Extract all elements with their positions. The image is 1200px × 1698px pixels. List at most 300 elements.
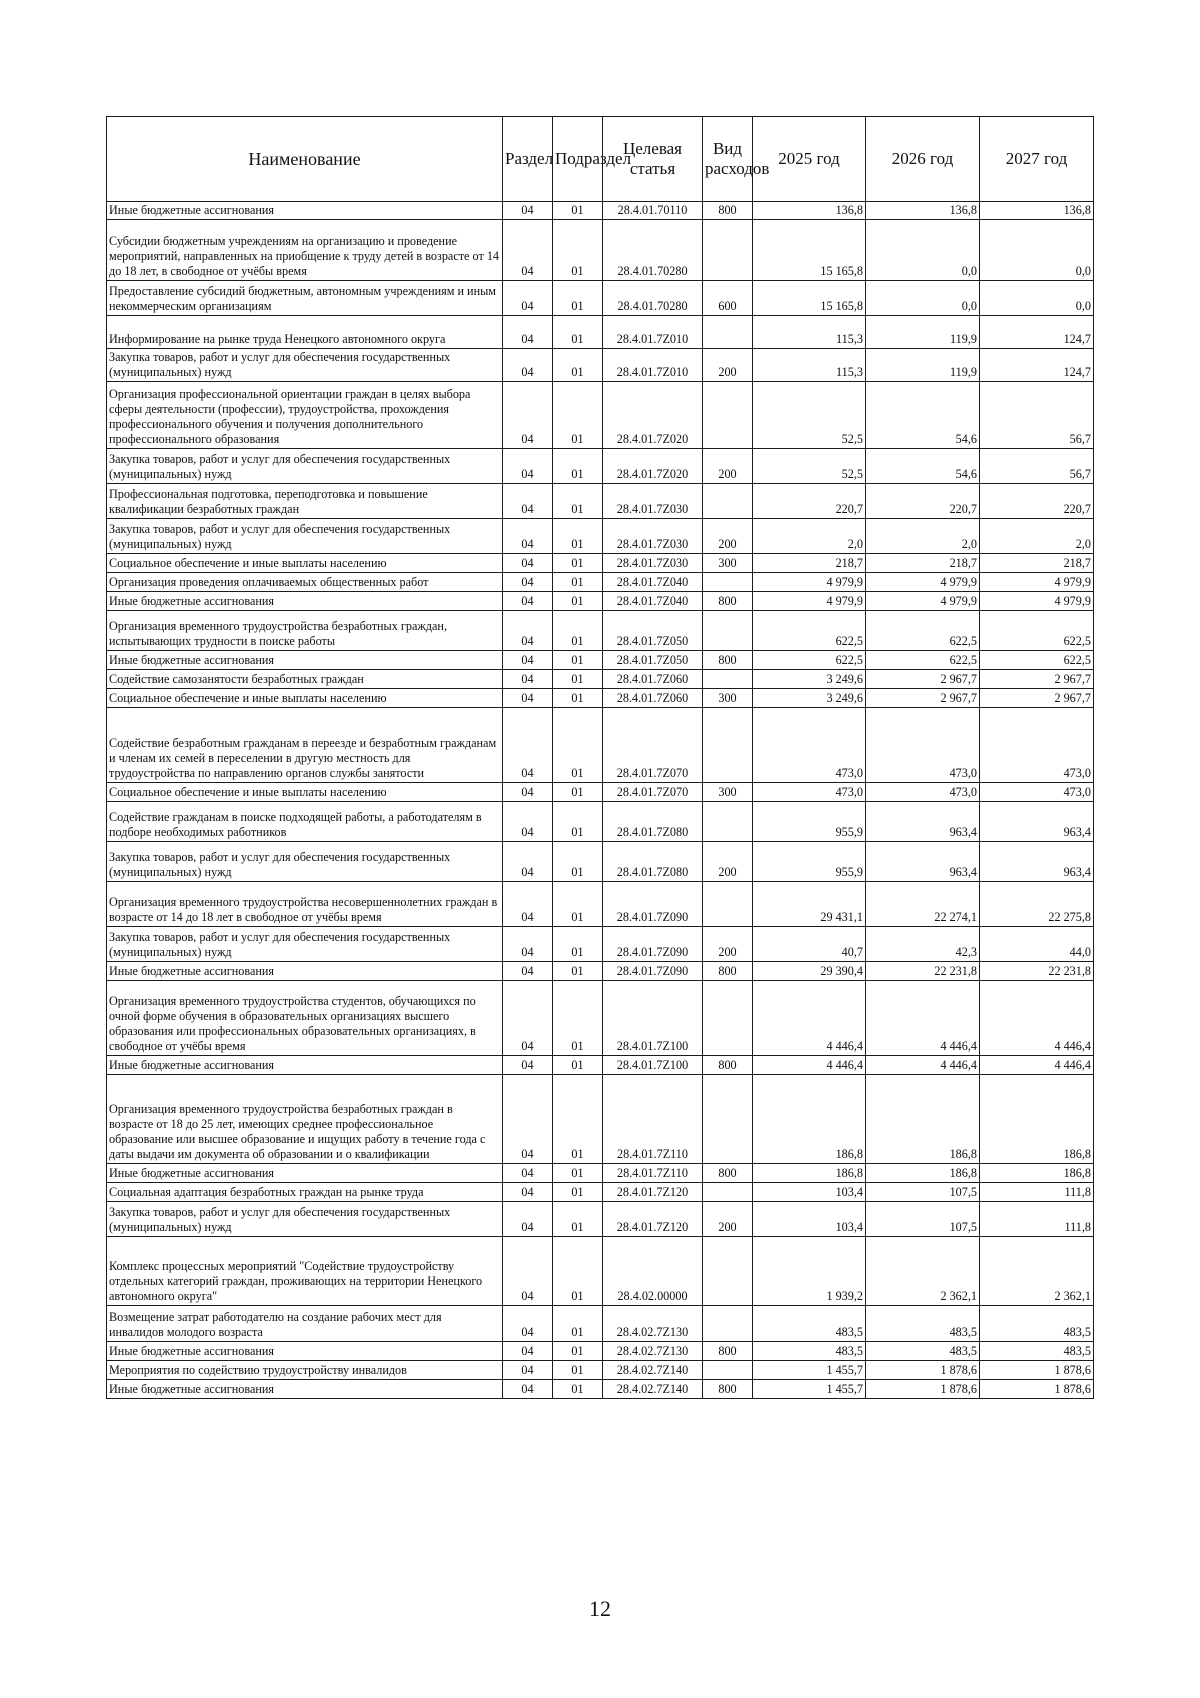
row-name: Социальное обеспечение и иные выплаты населению — [107, 554, 503, 573]
table-row — [107, 670, 1094, 689]
row-name: Социальная адаптация безработных граждан на рынке труда — [107, 1183, 503, 1202]
row-vid-rashodov — [703, 981, 753, 1056]
row-razdel: 04 — [503, 802, 553, 842]
row-name: Организация профессиональной ориентации граждан в целях выбора сферы деятельности (профессии), трудоустройства, прохождения профессионального обучения и получения дополнительного профессионального образования — [107, 382, 503, 449]
row-podrazdel: 01 — [553, 316, 603, 349]
row-podrazdel: 01 — [553, 592, 603, 611]
row-value-2027: 0,0 — [980, 220, 1094, 281]
row-value-2025: 220,7 — [753, 484, 866, 519]
row-razdel: 04 — [503, 611, 553, 651]
table-row — [107, 927, 1094, 962]
table-row — [107, 349, 1094, 382]
row-value-2027: 4 979,9 — [980, 592, 1094, 611]
row-value-2026: 218,7 — [866, 554, 980, 573]
row-name: Информирование на рынке труда Ненецкого автономного округа — [107, 316, 503, 349]
table-header — [107, 117, 1094, 202]
row-celevaya-statya: 28.4.01.7Z040 — [603, 592, 703, 611]
table-row — [107, 1306, 1094, 1342]
row-value-2027: 124,7 — [980, 316, 1094, 349]
row-value-2026: 186,8 — [866, 1164, 980, 1183]
row-value-2025: 4 979,9 — [753, 573, 866, 592]
row-podrazdel: 01 — [553, 220, 603, 281]
table-row — [107, 842, 1094, 882]
row-vid-rashodov — [703, 1183, 753, 1202]
row-name: Иные бюджетные ассигнования — [107, 1164, 503, 1183]
row-celevaya-statya: 28.4.01.7Z030 — [603, 519, 703, 554]
row-name: Организация временного трудоустройства безработных граждан в возрасте от 18 до 25 лет, имеющих среднее профессиональное образование или высшее образование и ищущих работу в течение года с даты выдачи им документа об образовании и о квалификации — [107, 1075, 503, 1164]
table-row — [107, 202, 1094, 220]
row-celevaya-statya: 28.4.01.7Z080 — [603, 842, 703, 882]
row-name: Профессиональная подготовка, переподготовка и повышение квалификации безработных граждан — [107, 484, 503, 519]
row-value-2025: 1 939,2 — [753, 1237, 866, 1306]
table-row — [107, 962, 1094, 981]
table-row — [107, 882, 1094, 927]
table-row — [107, 1237, 1094, 1306]
row-vid-rashodov — [703, 708, 753, 783]
row-value-2026: 107,5 — [866, 1202, 980, 1237]
row-value-2026: 473,0 — [866, 783, 980, 802]
row-value-2025: 622,5 — [753, 651, 866, 670]
table-row — [107, 981, 1094, 1056]
row-vid-rashodov: 600 — [703, 281, 753, 316]
table-row — [107, 484, 1094, 519]
row-celevaya-statya: 28.4.01.7Z080 — [603, 802, 703, 842]
row-vid-rashodov: 800 — [703, 1056, 753, 1075]
row-value-2026: 0,0 — [866, 281, 980, 316]
row-value-2027: 2 967,7 — [980, 670, 1094, 689]
row-razdel: 04 — [503, 1306, 553, 1342]
row-value-2027: 483,5 — [980, 1342, 1094, 1361]
table-row — [107, 281, 1094, 316]
row-value-2025: 4 446,4 — [753, 1056, 866, 1075]
row-vid-rashodov: 800 — [703, 962, 753, 981]
row-razdel: 04 — [503, 783, 553, 802]
row-name: Закупка товаров, работ и услуг для обеспечения государственных (муниципальных) нужд — [107, 519, 503, 554]
row-value-2026: 963,4 — [866, 842, 980, 882]
row-value-2025: 483,5 — [753, 1306, 866, 1342]
row-vid-rashodov: 200 — [703, 449, 753, 484]
table-row — [107, 573, 1094, 592]
row-value-2027: 56,7 — [980, 382, 1094, 449]
row-podrazdel: 01 — [553, 519, 603, 554]
row-value-2026: 136,8 — [866, 202, 980, 220]
row-value-2027: 963,4 — [980, 802, 1094, 842]
row-celevaya-statya: 28.4.01.70280 — [603, 220, 703, 281]
row-value-2027: 218,7 — [980, 554, 1094, 573]
row-name: Организация временного трудоустройства несовершеннолетних граждан в возрасте от 14 до 18 лет в свободное от учёбы время — [107, 882, 503, 927]
row-celevaya-statya: 28.4.01.7Z120 — [603, 1202, 703, 1237]
row-vid-rashodov: 200 — [703, 349, 753, 382]
row-value-2026: 4 446,4 — [866, 981, 980, 1056]
row-value-2025: 1 455,7 — [753, 1361, 866, 1380]
row-value-2025: 186,8 — [753, 1075, 866, 1164]
header-name: Наименование — [107, 117, 503, 202]
row-vid-rashodov: 800 — [703, 202, 753, 220]
row-value-2025: 29 431,1 — [753, 882, 866, 927]
row-value-2025: 955,9 — [753, 842, 866, 882]
row-razdel: 04 — [503, 708, 553, 783]
row-value-2025: 15 165,8 — [753, 281, 866, 316]
header-2027: 2027 год — [980, 117, 1094, 202]
row-value-2025: 2,0 — [753, 519, 866, 554]
row-celevaya-statya: 28.4.01.7Z030 — [603, 554, 703, 573]
row-vid-rashodov — [703, 611, 753, 651]
row-celevaya-statya: 28.4.01.7Z070 — [603, 783, 703, 802]
row-podrazdel: 01 — [553, 1075, 603, 1164]
row-name: Организация проведения оплачиваемых общественных работ — [107, 573, 503, 592]
row-value-2025: 473,0 — [753, 783, 866, 802]
row-value-2027: 1 878,6 — [980, 1361, 1094, 1380]
row-vid-rashodov — [703, 316, 753, 349]
row-podrazdel: 01 — [553, 708, 603, 783]
row-razdel: 04 — [503, 220, 553, 281]
row-name: Социальное обеспечение и иные выплаты населению — [107, 783, 503, 802]
row-value-2026: 22 231,8 — [866, 962, 980, 981]
row-value-2026: 1 878,6 — [866, 1380, 980, 1399]
table-row — [107, 1164, 1094, 1183]
header-razdel: Раздел — [503, 117, 553, 202]
row-razdel: 04 — [503, 927, 553, 962]
row-value-2025: 4 446,4 — [753, 981, 866, 1056]
row-razdel: 04 — [503, 202, 553, 220]
row-value-2027: 963,4 — [980, 842, 1094, 882]
row-razdel: 04 — [503, 573, 553, 592]
row-name: Субсидии бюджетным учреждениям на организацию и проведение мероприятий, направленных на приобщение к труду детей в возрасте от 14 до 18 лет, в свободное от учёбы время — [107, 220, 503, 281]
row-celevaya-statya: 28.4.01.7Z050 — [603, 651, 703, 670]
row-value-2026: 0,0 — [866, 220, 980, 281]
row-name: Содействие самозанятости безработных граждан — [107, 670, 503, 689]
row-razdel: 04 — [503, 981, 553, 1056]
row-vid-rashodov — [703, 802, 753, 842]
row-value-2026: 54,6 — [866, 449, 980, 484]
row-value-2026: 54,6 — [866, 382, 980, 449]
row-value-2026: 4 979,9 — [866, 573, 980, 592]
row-vid-rashodov: 200 — [703, 842, 753, 882]
header-celevaya-statya: Целевая статья — [603, 117, 703, 202]
row-podrazdel: 01 — [553, 449, 603, 484]
row-value-2027: 2 967,7 — [980, 689, 1094, 708]
row-name: Закупка товаров, работ и услуг для обеспечения государственных (муниципальных) нужд — [107, 449, 503, 484]
row-value-2027: 4 446,4 — [980, 981, 1094, 1056]
table-row — [107, 519, 1094, 554]
row-podrazdel: 01 — [553, 1380, 603, 1399]
row-podrazdel: 01 — [553, 1183, 603, 1202]
row-razdel: 04 — [503, 882, 553, 927]
row-value-2027: 4 446,4 — [980, 1056, 1094, 1075]
row-value-2025: 622,5 — [753, 611, 866, 651]
row-value-2025: 3 249,6 — [753, 670, 866, 689]
row-name: Иные бюджетные ассигнования — [107, 1056, 503, 1075]
row-value-2027: 483,5 — [980, 1306, 1094, 1342]
row-celevaya-statya: 28.4.01.7Z010 — [603, 316, 703, 349]
row-value-2027: 4 979,9 — [980, 573, 1094, 592]
row-vid-rashodov — [703, 1306, 753, 1342]
row-value-2025: 15 165,8 — [753, 220, 866, 281]
row-podrazdel: 01 — [553, 202, 603, 220]
row-value-2026: 1 878,6 — [866, 1361, 980, 1380]
row-value-2026: 622,5 — [866, 651, 980, 670]
row-name: Иные бюджетные ассигнования — [107, 1342, 503, 1361]
row-value-2026: 22 274,1 — [866, 882, 980, 927]
row-value-2027: 186,8 — [980, 1075, 1094, 1164]
row-value-2025: 186,8 — [753, 1164, 866, 1183]
row-name: Предоставление субсидий бюджетным, автономным учреждениям и иным некоммерческим организациям — [107, 281, 503, 316]
row-celevaya-statya: 28.4.01.7Z020 — [603, 449, 703, 484]
row-celevaya-statya: 28.4.02.7Z130 — [603, 1306, 703, 1342]
row-vid-rashodov: 300 — [703, 554, 753, 573]
row-name: Иные бюджетные ассигнования — [107, 1380, 503, 1399]
row-celevaya-statya: 28.4.01.70280 — [603, 281, 703, 316]
table-row — [107, 689, 1094, 708]
row-value-2025: 29 390,4 — [753, 962, 866, 981]
row-celevaya-statya: 28.4.02.7Z140 — [603, 1380, 703, 1399]
table-body — [107, 202, 1094, 1399]
row-razdel: 04 — [503, 1380, 553, 1399]
row-razdel: 04 — [503, 962, 553, 981]
row-razdel: 04 — [503, 1202, 553, 1237]
table-row — [107, 783, 1094, 802]
row-razdel: 04 — [503, 1164, 553, 1183]
row-value-2025: 103,4 — [753, 1202, 866, 1237]
row-value-2025: 483,5 — [753, 1342, 866, 1361]
row-razdel: 04 — [503, 842, 553, 882]
row-value-2027: 186,8 — [980, 1164, 1094, 1183]
row-podrazdel: 01 — [553, 670, 603, 689]
header-podrazdel: Подраздел — [553, 117, 603, 202]
row-celevaya-statya: 28.4.01.7Z110 — [603, 1164, 703, 1183]
header-vid-rashodov: Вид расходов — [703, 117, 753, 202]
row-celevaya-statya: 28.4.01.7Z100 — [603, 1056, 703, 1075]
row-vid-rashodov: 800 — [703, 1342, 753, 1361]
table-row — [107, 1361, 1094, 1380]
table-row — [107, 1342, 1094, 1361]
row-celevaya-statya: 28.4.01.7Z050 — [603, 611, 703, 651]
row-celevaya-statya: 28.4.01.7Z100 — [603, 981, 703, 1056]
row-podrazdel: 01 — [553, 783, 603, 802]
row-vid-rashodov — [703, 484, 753, 519]
table-row — [107, 382, 1094, 449]
row-vid-rashodov: 300 — [703, 783, 753, 802]
row-value-2025: 40,7 — [753, 927, 866, 962]
row-podrazdel: 01 — [553, 554, 603, 573]
row-razdel: 04 — [503, 1075, 553, 1164]
row-podrazdel: 01 — [553, 1164, 603, 1183]
row-podrazdel: 01 — [553, 1056, 603, 1075]
row-podrazdel: 01 — [553, 927, 603, 962]
row-value-2025: 4 979,9 — [753, 592, 866, 611]
row-celevaya-statya: 28.4.01.7Z020 — [603, 382, 703, 449]
row-razdel: 04 — [503, 670, 553, 689]
row-value-2026: 107,5 — [866, 1183, 980, 1202]
row-value-2026: 2,0 — [866, 519, 980, 554]
header-row — [107, 117, 1094, 202]
row-podrazdel: 01 — [553, 382, 603, 449]
header-2025: 2025 год — [753, 117, 866, 202]
row-value-2026: 473,0 — [866, 708, 980, 783]
row-value-2027: 220,7 — [980, 484, 1094, 519]
page-number: 12 — [589, 1596, 611, 1621]
row-razdel: 04 — [503, 1237, 553, 1306]
row-vid-rashodov: 200 — [703, 519, 753, 554]
table-row — [107, 1075, 1094, 1164]
row-razdel: 04 — [503, 1342, 553, 1361]
row-value-2025: 52,5 — [753, 382, 866, 449]
row-value-2026: 220,7 — [866, 484, 980, 519]
table-row — [107, 1202, 1094, 1237]
row-value-2026: 4 446,4 — [866, 1056, 980, 1075]
row-celevaya-statya: 28.4.01.7Z110 — [603, 1075, 703, 1164]
table-row — [107, 611, 1094, 651]
row-celevaya-statya: 28.4.01.7Z060 — [603, 670, 703, 689]
row-razdel: 04 — [503, 554, 553, 573]
row-podrazdel: 01 — [553, 651, 603, 670]
row-celevaya-statya: 28.4.01.7Z030 — [603, 484, 703, 519]
row-value-2027: 1 878,6 — [980, 1380, 1094, 1399]
budget-table — [106, 116, 1094, 1399]
row-value-2026: 483,5 — [866, 1306, 980, 1342]
row-value-2026: 2 967,7 — [866, 689, 980, 708]
row-celevaya-statya: 28.4.02.00000 — [603, 1237, 703, 1306]
row-name: Мероприятия по содействию трудоустройству инвалидов — [107, 1361, 503, 1380]
table-row — [107, 592, 1094, 611]
table-row — [107, 449, 1094, 484]
row-razdel: 04 — [503, 1361, 553, 1380]
row-vid-rashodov — [703, 1237, 753, 1306]
row-celevaya-statya: 28.4.01.7Z090 — [603, 882, 703, 927]
table-row — [107, 1056, 1094, 1075]
row-value-2026: 963,4 — [866, 802, 980, 842]
row-value-2025: 103,4 — [753, 1183, 866, 1202]
row-podrazdel: 01 — [553, 842, 603, 882]
row-value-2027: 44,0 — [980, 927, 1094, 962]
row-value-2025: 3 249,6 — [753, 689, 866, 708]
row-podrazdel: 01 — [553, 573, 603, 592]
row-vid-rashodov — [703, 382, 753, 449]
row-razdel: 04 — [503, 1056, 553, 1075]
row-podrazdel: 01 — [553, 1237, 603, 1306]
row-value-2026: 483,5 — [866, 1342, 980, 1361]
row-value-2026: 4 979,9 — [866, 592, 980, 611]
row-value-2025: 136,8 — [753, 202, 866, 220]
row-vid-rashodov: 800 — [703, 651, 753, 670]
row-razdel: 04 — [503, 651, 553, 670]
row-podrazdel: 01 — [553, 962, 603, 981]
row-value-2026: 2 362,1 — [866, 1237, 980, 1306]
row-name: Иные бюджетные ассигнования — [107, 592, 503, 611]
row-name: Закупка товаров, работ и услуг для обеспечения государственных (муниципальных) нужд — [107, 349, 503, 382]
row-celevaya-statya: 28.4.02.7Z140 — [603, 1361, 703, 1380]
row-vid-rashodov: 200 — [703, 1202, 753, 1237]
row-celevaya-statya: 28.4.02.7Z130 — [603, 1342, 703, 1361]
row-vid-rashodov: 300 — [703, 689, 753, 708]
row-vid-rashodov — [703, 1361, 753, 1380]
row-name: Иные бюджетные ассигнования — [107, 202, 503, 220]
row-podrazdel: 01 — [553, 1342, 603, 1361]
table-row — [107, 220, 1094, 281]
row-name: Возмещение затрат работодателю на создание рабочих мест для инвалидов молодого возраста — [107, 1306, 503, 1342]
row-value-2027: 22 275,8 — [980, 882, 1094, 927]
row-value-2027: 111,8 — [980, 1183, 1094, 1202]
row-razdel: 04 — [503, 484, 553, 519]
table-row — [107, 554, 1094, 573]
row-podrazdel: 01 — [553, 802, 603, 842]
row-value-2027: 136,8 — [980, 202, 1094, 220]
row-value-2026: 119,9 — [866, 316, 980, 349]
row-value-2026: 2 967,7 — [866, 670, 980, 689]
row-celevaya-statya: 28.4.01.7Z040 — [603, 573, 703, 592]
row-name: Содействие гражданам в поиске подходящей работы, а работодателям в подборе необходимых работников — [107, 802, 503, 842]
row-value-2026: 186,8 — [866, 1075, 980, 1164]
row-value-2026: 622,5 — [866, 611, 980, 651]
row-razdel: 04 — [503, 519, 553, 554]
row-razdel: 04 — [503, 349, 553, 382]
row-podrazdel: 01 — [553, 981, 603, 1056]
row-vid-rashodov — [703, 670, 753, 689]
row-celevaya-statya: 28.4.01.7Z070 — [603, 708, 703, 783]
row-podrazdel: 01 — [553, 611, 603, 651]
row-name: Содействие безработным гражданам в переезде и безработным гражданам и членам их семей в переселении в другую местность для трудоустройства по направлению органов службы занятости — [107, 708, 503, 783]
row-value-2027: 473,0 — [980, 783, 1094, 802]
row-vid-rashodov: 800 — [703, 1380, 753, 1399]
row-value-2026: 119,9 — [866, 349, 980, 382]
row-celevaya-statya: 28.4.01.70110 — [603, 202, 703, 220]
row-razdel: 04 — [503, 382, 553, 449]
row-value-2025: 955,9 — [753, 802, 866, 842]
row-razdel: 04 — [503, 316, 553, 349]
row-razdel: 04 — [503, 592, 553, 611]
row-vid-rashodov — [703, 1075, 753, 1164]
row-podrazdel: 01 — [553, 349, 603, 382]
table-row — [107, 1183, 1094, 1202]
row-value-2025: 115,3 — [753, 316, 866, 349]
row-value-2025: 473,0 — [753, 708, 866, 783]
table-row — [107, 802, 1094, 842]
row-name: Закупка товаров, работ и услуг для обеспечения государственных (муниципальных) нужд — [107, 842, 503, 882]
header-2026: 2026 год — [866, 117, 980, 202]
row-name: Иные бюджетные ассигнования — [107, 962, 503, 981]
row-podrazdel: 01 — [553, 689, 603, 708]
row-celevaya-statya: 28.4.01.7Z090 — [603, 927, 703, 962]
row-value-2025: 115,3 — [753, 349, 866, 382]
row-name: Закупка товаров, работ и услуг для обеспечения государственных (муниципальных) нужд — [107, 1202, 503, 1237]
row-value-2027: 56,7 — [980, 449, 1094, 484]
row-value-2027: 2,0 — [980, 519, 1094, 554]
row-celevaya-statya: 28.4.01.7Z010 — [603, 349, 703, 382]
row-name: Иные бюджетные ассигнования — [107, 651, 503, 670]
row-value-2025: 1 455,7 — [753, 1380, 866, 1399]
row-vid-rashodov — [703, 882, 753, 927]
table-row — [107, 316, 1094, 349]
row-razdel: 04 — [503, 449, 553, 484]
row-razdel: 04 — [503, 1183, 553, 1202]
table-row — [107, 1380, 1094, 1399]
row-razdel: 04 — [503, 689, 553, 708]
row-podrazdel: 01 — [553, 484, 603, 519]
row-value-2026: 42,3 — [866, 927, 980, 962]
row-value-2027: 124,7 — [980, 349, 1094, 382]
row-name: Организация временного трудоустройства безработных граждан, испытывающих трудности в поиске работы — [107, 611, 503, 651]
row-podrazdel: 01 — [553, 281, 603, 316]
row-name: Комплекс процессных мероприятий "Содействие трудоустройству отдельных категорий граждан, проживающих на территории Ненецкого автономного округа" — [107, 1237, 503, 1306]
row-value-2027: 622,5 — [980, 611, 1094, 651]
row-podrazdel: 01 — [553, 1202, 603, 1237]
row-vid-rashodov: 800 — [703, 1164, 753, 1183]
row-podrazdel: 01 — [553, 882, 603, 927]
row-vid-rashodov — [703, 220, 753, 281]
row-vid-rashodov — [703, 573, 753, 592]
row-value-2027: 22 231,8 — [980, 962, 1094, 981]
row-value-2025: 52,5 — [753, 449, 866, 484]
